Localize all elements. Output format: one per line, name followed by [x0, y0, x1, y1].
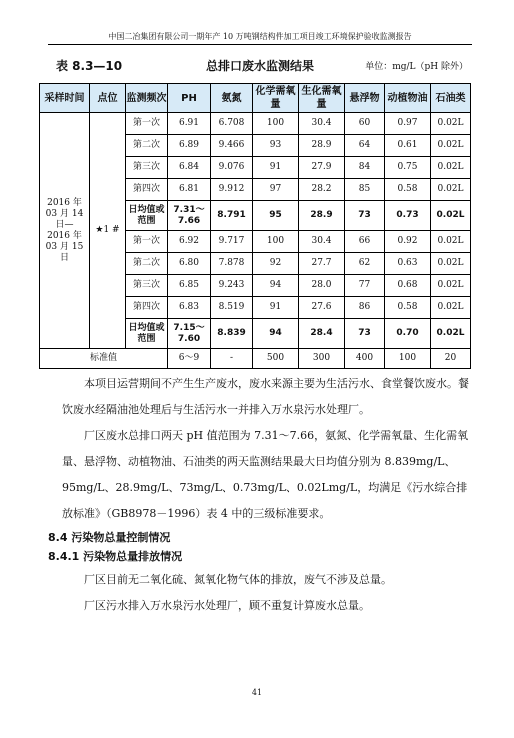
frequency-cell: 第四次	[126, 297, 168, 319]
value-cell: 30.4	[299, 231, 345, 253]
value-cell: 9.076	[211, 157, 253, 179]
value-cell: 73	[345, 201, 385, 231]
value-cell: 0.02L	[431, 275, 471, 297]
value-cell: 0.58	[385, 297, 431, 319]
table-caption	[56, 57, 468, 73]
table-header-row	[40, 84, 471, 113]
value-cell: 27.7	[299, 253, 345, 275]
value-cell: 0.73	[385, 201, 431, 231]
value-cell: 91	[253, 297, 299, 319]
value-cell: 0.63	[385, 253, 431, 275]
value-cell: 94	[253, 319, 299, 349]
value-cell: 28.9	[299, 201, 345, 231]
value-cell: 73	[345, 319, 385, 349]
value-cell: 92	[253, 253, 299, 275]
section-heading-8-4: 8.4 污染物总量控制情况	[48, 531, 171, 544]
value-cell: 0.61	[385, 135, 431, 157]
header-cell: 悬浮物	[345, 84, 385, 113]
value-cell: 7.878	[211, 253, 253, 275]
wastewater-results-table	[39, 83, 471, 369]
value-cell: 91	[253, 157, 299, 179]
header-cell: PH	[168, 84, 211, 113]
value-cell: 85	[345, 179, 385, 201]
value-cell: 7.15～7.60	[168, 319, 211, 349]
value-cell: 6.84	[168, 157, 211, 179]
value-cell: 0.02L	[431, 319, 471, 349]
frequency-cell: 第四次	[126, 179, 168, 201]
value-cell: 9.243	[211, 275, 253, 297]
header-rule	[48, 44, 472, 45]
frequency-cell: 第二次	[126, 253, 168, 275]
standard-label-cell: 标准值	[40, 349, 168, 369]
value-cell: 27.9	[299, 157, 345, 179]
value-cell: 100	[253, 113, 299, 135]
value-cell: 0.58	[385, 179, 431, 201]
value-cell: 6.85	[168, 275, 211, 297]
frequency-cell: 第一次	[126, 231, 168, 253]
standard-row	[40, 349, 471, 369]
value-cell: 64	[345, 135, 385, 157]
header-cell: 采样时间	[40, 84, 90, 113]
header-cell: 氨氮	[211, 84, 253, 113]
value-cell: 0.70	[385, 319, 431, 349]
value-cell: 0.92	[385, 231, 431, 253]
table-number: 表 8.3—10	[56, 59, 123, 73]
value-cell: 95	[253, 201, 299, 231]
standard-value-cell: 20	[431, 349, 471, 369]
value-cell: 0.02L	[431, 297, 471, 319]
value-cell: 0.02L	[431, 179, 471, 201]
value-cell: 0.75	[385, 157, 431, 179]
value-cell: 93	[253, 135, 299, 157]
value-cell: 8.791	[211, 201, 253, 231]
value-cell: 28.2	[299, 179, 345, 201]
page-number: 41	[251, 688, 263, 697]
value-cell: 0.02L	[431, 231, 471, 253]
header-cell: 点位	[90, 84, 126, 113]
value-cell: 0.02L	[431, 201, 471, 231]
standard-value-cell: 500	[253, 349, 299, 369]
frequency-cell: 第三次	[126, 275, 168, 297]
frequency-cell: 日均值或范围	[126, 319, 168, 349]
paragraph-water-total: 厂区污水排入万水泉污水处理厂，顾不重复计算废水总量。	[84, 599, 370, 612]
value-cell: 77	[345, 275, 385, 297]
value-cell: 62	[345, 253, 385, 275]
paragraph-wastewater-source: 本项目运营期间不产生生产废水，废水来源主要为生活污水、食堂餐饮废水。餐饮废水经隔油池处理后与生活污水一并排入万水泉污水处理厂。	[62, 377, 469, 416]
value-cell: 0.68	[385, 275, 431, 297]
paragraph-results-summary: 厂区废水总排口两天 pH 值范围为 7.31～7.66，氨氮、化学需氧量、生化需氧量、悬浮物、动植物油、石油类的两天监测结果最大日均值分别为 8.839mg/L、95mg/L、28.9mg/L、73mg/L、0.73mg/L、0.02Lmg/L，均满足《污水综合排放标准》（GB8978－1996）表 4 中的三级标准要求。	[62, 429, 469, 520]
value-cell: 0.97	[385, 113, 431, 135]
frequency-cell: 第二次	[126, 135, 168, 157]
value-cell: 6.708	[211, 113, 253, 135]
paragraph-air-total: 厂区目前无二氧化硫、氮氧化物气体的排放，废气不涉及总量。	[84, 573, 392, 586]
value-cell: 28.4	[299, 319, 345, 349]
value-cell: 84	[345, 157, 385, 179]
value-cell: 97	[253, 179, 299, 201]
value-cell: 30.4	[299, 113, 345, 135]
value-cell: 94	[253, 275, 299, 297]
header-cell: 监测频次	[126, 84, 168, 113]
value-cell: 0.02L	[431, 113, 471, 135]
value-cell: 6.80	[168, 253, 211, 275]
table-row	[40, 113, 471, 135]
value-cell: 8.839	[211, 319, 253, 349]
frequency-cell: 日均值或范围	[126, 201, 168, 231]
value-cell: 6.89	[168, 135, 211, 157]
value-cell: 66	[345, 231, 385, 253]
value-cell: 9.912	[211, 179, 253, 201]
value-cell: 28.9	[299, 135, 345, 157]
value-cell: 60	[345, 113, 385, 135]
value-cell: 86	[345, 297, 385, 319]
table-unit: 单位：mg/L（pH 除外）	[365, 62, 468, 72]
header-cell: 化学需氧量	[253, 84, 299, 113]
frequency-cell: 第三次	[126, 157, 168, 179]
standard-value-cell: 6～9	[168, 349, 211, 369]
value-cell: 9.466	[211, 135, 253, 157]
value-cell: 0.02L	[431, 253, 471, 275]
section-heading-8-4-1: 8.4.1 污染物总量排放情况	[48, 550, 183, 563]
value-cell: 7.31～7.66	[168, 201, 211, 231]
standard-value-cell: 100	[385, 349, 431, 369]
sampling-date-cell: 2016 年 03 月 14 日— 2016 年 03 月 15 日	[40, 113, 90, 349]
table-title: 总排口废水监测结果	[206, 59, 315, 73]
value-cell: 6.81	[168, 179, 211, 201]
value-cell: 27.6	[299, 297, 345, 319]
page-header: 中国二冶集团有限公司一期年产 10 万吨钢结构件加工项目竣工环境保护验收监测报告	[108, 32, 412, 41]
header-cell: 动植物油	[385, 84, 431, 113]
standard-value-cell: -	[211, 349, 253, 369]
standard-value-cell: 300	[299, 349, 345, 369]
frequency-cell: 第一次	[126, 113, 168, 135]
header-cell: 石油类	[431, 84, 471, 113]
value-cell: 9.717	[211, 231, 253, 253]
header-cell: 生化需氧量	[299, 84, 345, 113]
value-cell: 28.0	[299, 275, 345, 297]
value-cell: 0.02L	[431, 157, 471, 179]
value-cell: 8.519	[211, 297, 253, 319]
value-cell: 6.92	[168, 231, 211, 253]
sampling-point-cell: ★1 #	[90, 113, 126, 349]
standard-value-cell: 400	[345, 349, 385, 369]
value-cell: 6.91	[168, 113, 211, 135]
value-cell: 100	[253, 231, 299, 253]
value-cell: 6.83	[168, 297, 211, 319]
value-cell: 0.02L	[431, 135, 471, 157]
